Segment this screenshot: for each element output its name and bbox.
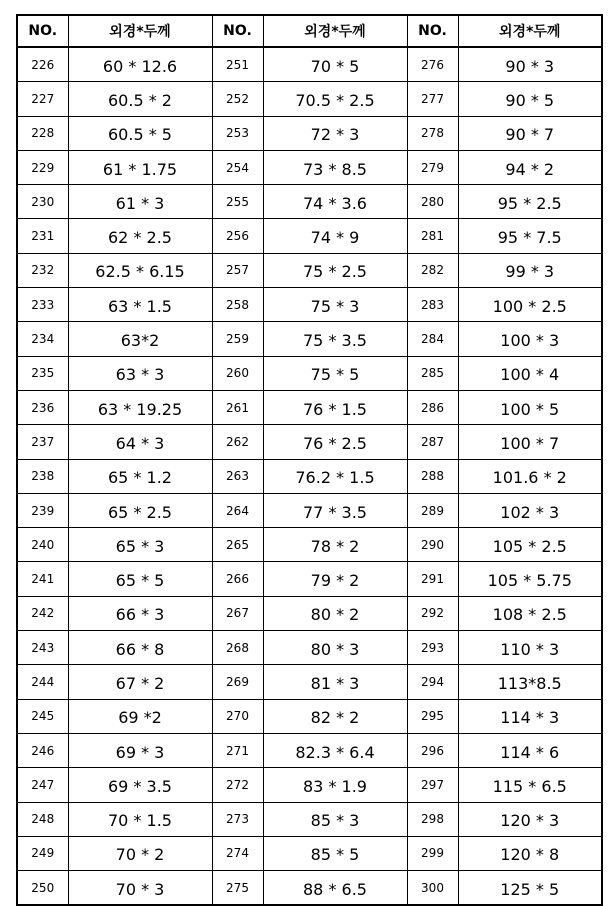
table-row xyxy=(17,322,602,356)
spec-cell: 80 * 2 xyxy=(263,596,407,630)
row-number-cell: 261 xyxy=(212,390,263,424)
spec-cell: 61 * 1.75 xyxy=(68,150,212,184)
row-number-cell: 292 xyxy=(407,596,458,630)
row-number-cell: 230 xyxy=(17,185,68,219)
spec-cell: 76 * 1.5 xyxy=(263,390,407,424)
row-number-cell: 238 xyxy=(17,459,68,493)
table-row xyxy=(17,631,602,665)
table-row xyxy=(17,459,602,493)
spec-cell: 72 * 3 xyxy=(263,116,407,150)
table-row xyxy=(17,185,602,219)
spec-cell: 75 * 3.5 xyxy=(263,322,407,356)
spec-cell: 114 * 3 xyxy=(458,699,602,733)
spec-cell: 65 * 3 xyxy=(68,528,212,562)
spec-cell: 60.5 * 2 xyxy=(68,82,212,116)
spec-cell: 105 * 5.75 xyxy=(458,562,602,596)
row-number-cell: 249 xyxy=(17,836,68,870)
spec-cell: 65 * 1.2 xyxy=(68,459,212,493)
spec-cell: 62 * 2.5 xyxy=(68,219,212,253)
spec-cell: 101.6 * 2 xyxy=(458,459,602,493)
row-number-cell: 256 xyxy=(212,219,263,253)
spec-cell: 61 * 3 xyxy=(68,185,212,219)
spec-cell: 100 * 3 xyxy=(458,322,602,356)
row-number-cell: 253 xyxy=(212,116,263,150)
spec-cell: 70 * 1.5 xyxy=(68,802,212,836)
spec-cell: 64 * 3 xyxy=(68,425,212,459)
spec-cell: 85 * 3 xyxy=(263,802,407,836)
row-number-cell: 265 xyxy=(212,528,263,562)
row-number-cell: 236 xyxy=(17,390,68,424)
table-row xyxy=(17,116,602,150)
spec-cell: 70.5 * 2.5 xyxy=(263,82,407,116)
table-row xyxy=(17,596,602,630)
table-row xyxy=(17,528,602,562)
spec-cell: 74 * 9 xyxy=(263,219,407,253)
spec-cell: 63*2 xyxy=(68,322,212,356)
row-number-cell: 294 xyxy=(407,665,458,699)
spec-cell: 67 * 2 xyxy=(68,665,212,699)
spec-cell: 100 * 4 xyxy=(458,356,602,390)
row-number-cell: 293 xyxy=(407,631,458,665)
row-number-cell: 226 xyxy=(17,47,68,82)
table-row xyxy=(17,425,602,459)
spec-cell: 76 * 2.5 xyxy=(263,425,407,459)
table-row xyxy=(17,219,602,253)
spec-cell: 100 * 5 xyxy=(458,390,602,424)
row-number-cell: 274 xyxy=(212,836,263,870)
row-number-cell: 291 xyxy=(407,562,458,596)
row-number-cell: 250 xyxy=(17,871,68,906)
spec-cell: 75 * 3 xyxy=(263,288,407,322)
spec-cell: 90 * 3 xyxy=(458,47,602,82)
row-number-cell: 266 xyxy=(212,562,263,596)
spec-cell: 90 * 5 xyxy=(458,82,602,116)
table-row xyxy=(17,699,602,733)
header-no: NO. xyxy=(212,15,263,47)
row-number-cell: 244 xyxy=(17,665,68,699)
table-row xyxy=(17,768,602,802)
row-number-cell: 299 xyxy=(407,836,458,870)
spec-cell: 65 * 5 xyxy=(68,562,212,596)
spec-cell: 73 * 8.5 xyxy=(263,150,407,184)
spec-cell: 102 * 3 xyxy=(458,493,602,527)
spec-cell: 63 * 19.25 xyxy=(68,390,212,424)
table-row xyxy=(17,150,602,184)
spec-cell: 90 * 7 xyxy=(458,116,602,150)
row-number-cell: 295 xyxy=(407,699,458,733)
spec-cell: 62.5 * 6.15 xyxy=(68,253,212,287)
table-header xyxy=(17,15,602,47)
spec-cell: 77 * 3.5 xyxy=(263,493,407,527)
spec-cell: 108 * 2.5 xyxy=(458,596,602,630)
row-number-cell: 247 xyxy=(17,768,68,802)
row-number-cell: 264 xyxy=(212,493,263,527)
row-number-cell: 259 xyxy=(212,322,263,356)
spec-cell: 76.2 * 1.5 xyxy=(263,459,407,493)
row-number-cell: 283 xyxy=(407,288,458,322)
row-number-cell: 239 xyxy=(17,493,68,527)
spec-cell: 60.5 * 5 xyxy=(68,116,212,150)
spec-cell: 63 * 1.5 xyxy=(68,288,212,322)
header-no: NO. xyxy=(17,15,68,47)
row-number-cell: 262 xyxy=(212,425,263,459)
spec-cell: 69 * 3.5 xyxy=(68,768,212,802)
row-number-cell: 281 xyxy=(407,219,458,253)
row-number-cell: 280 xyxy=(407,185,458,219)
row-number-cell: 246 xyxy=(17,733,68,767)
row-number-cell: 245 xyxy=(17,699,68,733)
row-number-cell: 240 xyxy=(17,528,68,562)
spec-cell: 113*8.5 xyxy=(458,665,602,699)
table-row xyxy=(17,493,602,527)
row-number-cell: 237 xyxy=(17,425,68,459)
row-number-cell: 282 xyxy=(407,253,458,287)
spec-cell: 81 * 3 xyxy=(263,665,407,699)
row-number-cell: 297 xyxy=(407,768,458,802)
row-number-cell: 288 xyxy=(407,459,458,493)
spec-cell: 69 * 3 xyxy=(68,733,212,767)
row-number-cell: 289 xyxy=(407,493,458,527)
table-row xyxy=(17,82,602,116)
spec-cell: 70 * 3 xyxy=(68,871,212,906)
table-row xyxy=(17,47,602,82)
spec-cell: 125 * 5 xyxy=(458,871,602,906)
row-number-cell: 233 xyxy=(17,288,68,322)
table-row xyxy=(17,562,602,596)
row-number-cell: 275 xyxy=(212,871,263,906)
spec-cell: 83 * 1.9 xyxy=(263,768,407,802)
spec-cell: 80 * 3 xyxy=(263,631,407,665)
spec-cell: 110 * 3 xyxy=(458,631,602,665)
row-number-cell: 234 xyxy=(17,322,68,356)
row-number-cell: 296 xyxy=(407,733,458,767)
spec-cell: 100 * 7 xyxy=(458,425,602,459)
spec-cell: 66 * 3 xyxy=(68,596,212,630)
row-number-cell: 279 xyxy=(407,150,458,184)
spec-cell: 120 * 8 xyxy=(458,836,602,870)
header-no: NO. xyxy=(407,15,458,47)
row-number-cell: 260 xyxy=(212,356,263,390)
row-number-cell: 248 xyxy=(17,802,68,836)
spec-cell: 79 * 2 xyxy=(263,562,407,596)
spec-cell: 63 * 3 xyxy=(68,356,212,390)
table-row xyxy=(17,802,602,836)
table-row xyxy=(17,871,602,906)
row-number-cell: 255 xyxy=(212,185,263,219)
spec-cell: 95 * 7.5 xyxy=(458,219,602,253)
row-number-cell: 290 xyxy=(407,528,458,562)
spec-cell: 99 * 3 xyxy=(458,253,602,287)
spec-cell: 82 * 2 xyxy=(263,699,407,733)
table-row xyxy=(17,356,602,390)
row-number-cell: 267 xyxy=(212,596,263,630)
row-number-cell: 263 xyxy=(212,459,263,493)
spec-cell: 85 * 5 xyxy=(263,836,407,870)
spec-cell: 94 * 2 xyxy=(458,150,602,184)
row-number-cell: 286 xyxy=(407,390,458,424)
row-number-cell: 287 xyxy=(407,425,458,459)
spec-cell: 82.3 * 6.4 xyxy=(263,733,407,767)
row-number-cell: 228 xyxy=(17,116,68,150)
row-number-cell: 298 xyxy=(407,802,458,836)
table-row xyxy=(17,733,602,767)
row-number-cell: 278 xyxy=(407,116,458,150)
table-body xyxy=(17,47,602,905)
spec-cell: 74 * 3.6 xyxy=(263,185,407,219)
header-spec: 외경*두께 xyxy=(68,15,212,47)
row-number-cell: 273 xyxy=(212,802,263,836)
row-number-cell: 235 xyxy=(17,356,68,390)
row-number-cell: 285 xyxy=(407,356,458,390)
spec-cell: 105 * 2.5 xyxy=(458,528,602,562)
row-number-cell: 272 xyxy=(212,768,263,802)
table-row xyxy=(17,288,602,322)
row-number-cell: 271 xyxy=(212,733,263,767)
row-number-cell: 231 xyxy=(17,219,68,253)
row-number-cell: 229 xyxy=(17,150,68,184)
row-number-cell: 277 xyxy=(407,82,458,116)
row-number-cell: 300 xyxy=(407,871,458,906)
header-spec: 외경*두께 xyxy=(458,15,602,47)
row-number-cell: 241 xyxy=(17,562,68,596)
row-number-cell: 232 xyxy=(17,253,68,287)
spec-cell: 78 * 2 xyxy=(263,528,407,562)
row-number-cell: 276 xyxy=(407,47,458,82)
row-number-cell: 251 xyxy=(212,47,263,82)
row-number-cell: 268 xyxy=(212,631,263,665)
row-number-cell: 227 xyxy=(17,82,68,116)
table-row xyxy=(17,253,602,287)
spec-cell: 95 * 2.5 xyxy=(458,185,602,219)
spec-cell: 114 * 6 xyxy=(458,733,602,767)
spec-cell: 60 * 12.6 xyxy=(68,47,212,82)
spec-cell: 120 * 3 xyxy=(458,802,602,836)
row-number-cell: 269 xyxy=(212,665,263,699)
spec-cell: 115 * 6.5 xyxy=(458,768,602,802)
spec-cell: 70 * 5 xyxy=(263,47,407,82)
row-number-cell: 284 xyxy=(407,322,458,356)
table-row xyxy=(17,665,602,699)
spec-cell: 65 * 2.5 xyxy=(68,493,212,527)
row-number-cell: 270 xyxy=(212,699,263,733)
row-number-cell: 257 xyxy=(212,253,263,287)
spec-cell: 88 * 6.5 xyxy=(263,871,407,906)
spec-cell: 100 * 2.5 xyxy=(458,288,602,322)
row-number-cell: 254 xyxy=(212,150,263,184)
table-row xyxy=(17,390,602,424)
header-spec: 외경*두께 xyxy=(263,15,407,47)
row-number-cell: 243 xyxy=(17,631,68,665)
spec-cell: 75 * 5 xyxy=(263,356,407,390)
row-number-cell: 252 xyxy=(212,82,263,116)
table-row xyxy=(17,836,602,870)
spec-cell: 66 * 8 xyxy=(68,631,212,665)
row-number-cell: 258 xyxy=(212,288,263,322)
spec-cell: 69 *2 xyxy=(68,699,212,733)
header-row xyxy=(17,15,602,47)
spec-table xyxy=(16,14,603,906)
spec-cell: 70 * 2 xyxy=(68,836,212,870)
spec-cell: 75 * 2.5 xyxy=(263,253,407,287)
row-number-cell: 242 xyxy=(17,596,68,630)
